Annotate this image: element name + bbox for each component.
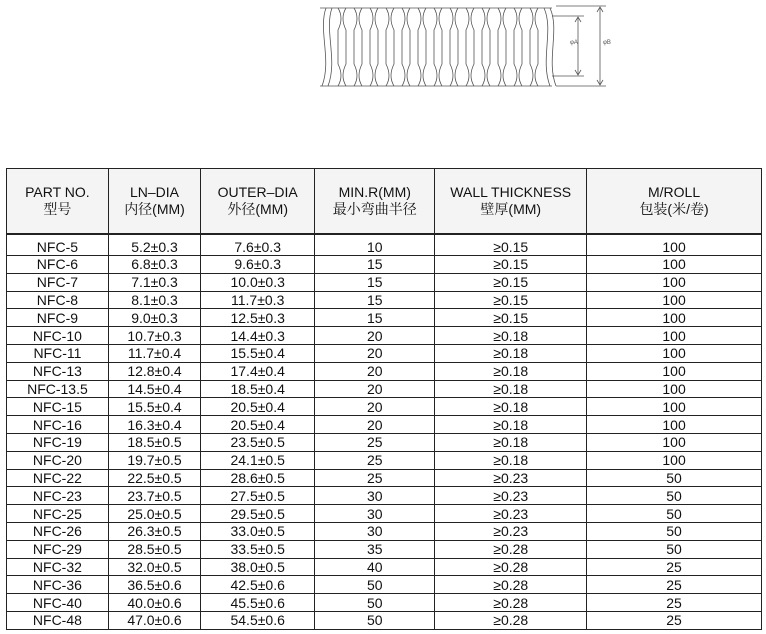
cell-inner-dia: 14.5±0.4 bbox=[108, 380, 200, 398]
header-m-roll: M/ROLL 包装(米/卷) bbox=[587, 169, 762, 235]
cell-inner-dia: 40.0±0.6 bbox=[108, 594, 200, 612]
table-body bbox=[7, 234, 762, 629]
cell-wall-thickness: ≥0.15 bbox=[435, 256, 587, 274]
table-row bbox=[7, 540, 762, 558]
cell-inner-dia: 26.3±0.5 bbox=[108, 522, 200, 540]
table-row bbox=[7, 362, 762, 380]
cell-outer-dia: 9.6±0.3 bbox=[201, 256, 315, 274]
cell-wall-thickness: ≥0.23 bbox=[435, 487, 587, 505]
cell-part-no: NFC-22 bbox=[7, 469, 109, 487]
cell-outer-dia: 23.5±0.5 bbox=[201, 433, 315, 451]
cell-outer-dia: 20.5±0.4 bbox=[201, 416, 315, 434]
cell-min-radius: 25 bbox=[315, 433, 435, 451]
cell-outer-dia: 28.6±0.5 bbox=[201, 469, 315, 487]
table-row bbox=[7, 576, 762, 594]
cell-part-no: NFC-6 bbox=[7, 256, 109, 274]
cell-outer-dia: 38.0±0.5 bbox=[201, 558, 315, 576]
cell-m-roll: 25 bbox=[587, 611, 762, 629]
cell-m-roll: 25 bbox=[587, 558, 762, 576]
corrugated-tube-drawing bbox=[316, 0, 616, 96]
cell-inner-dia: 47.0±0.6 bbox=[108, 611, 200, 629]
cell-part-no: NFC-13 bbox=[7, 362, 109, 380]
cell-min-radius: 35 bbox=[315, 540, 435, 558]
cell-inner-dia: 23.7±0.5 bbox=[108, 487, 200, 505]
cell-part-no: NFC-10 bbox=[7, 327, 109, 345]
table-row bbox=[7, 487, 762, 505]
cell-inner-dia: 32.0±0.5 bbox=[108, 558, 200, 576]
table-row bbox=[7, 451, 762, 469]
cell-min-radius: 20 bbox=[315, 416, 435, 434]
cell-outer-dia: 17.4±0.4 bbox=[201, 362, 315, 380]
cell-m-roll: 100 bbox=[587, 291, 762, 309]
cell-m-roll: 100 bbox=[587, 273, 762, 291]
cell-outer-dia: 18.5±0.4 bbox=[201, 380, 315, 398]
cell-m-roll: 50 bbox=[587, 487, 762, 505]
cell-wall-thickness: ≥0.18 bbox=[435, 362, 587, 380]
cell-min-radius: 40 bbox=[315, 558, 435, 576]
cell-part-no: NFC-5 bbox=[7, 234, 109, 256]
table-row bbox=[7, 234, 762, 256]
cell-m-roll: 100 bbox=[587, 380, 762, 398]
cell-wall-thickness: ≥0.18 bbox=[435, 344, 587, 362]
cell-m-roll: 50 bbox=[587, 522, 762, 540]
cell-wall-thickness: ≥0.18 bbox=[435, 451, 587, 469]
table-row bbox=[7, 380, 762, 398]
cell-min-radius: 10 bbox=[315, 234, 435, 256]
cell-outer-dia: 27.5±0.5 bbox=[201, 487, 315, 505]
cell-wall-thickness: ≥0.18 bbox=[435, 327, 587, 345]
cell-part-no: NFC-9 bbox=[7, 309, 109, 327]
cell-part-no: NFC-7 bbox=[7, 273, 109, 291]
cell-outer-dia: 10.0±0.3 bbox=[201, 273, 315, 291]
cell-wall-thickness: ≥0.18 bbox=[435, 380, 587, 398]
cell-inner-dia: 11.7±0.4 bbox=[108, 344, 200, 362]
cell-wall-thickness: ≥0.28 bbox=[435, 540, 587, 558]
cell-part-no: NFC-15 bbox=[7, 398, 109, 416]
cell-min-radius: 15 bbox=[315, 273, 435, 291]
cell-wall-thickness: ≥0.18 bbox=[435, 433, 587, 451]
cell-wall-thickness: ≥0.18 bbox=[435, 416, 587, 434]
cell-inner-dia: 36.5±0.6 bbox=[108, 576, 200, 594]
cell-part-no: NFC-32 bbox=[7, 558, 109, 576]
cell-part-no: NFC-23 bbox=[7, 487, 109, 505]
cell-min-radius: 15 bbox=[315, 256, 435, 274]
cell-outer-dia: 14.4±0.3 bbox=[201, 327, 315, 345]
table-row bbox=[7, 398, 762, 416]
cell-inner-dia: 6.8±0.3 bbox=[108, 256, 200, 274]
cell-outer-dia: 54.5±0.6 bbox=[201, 611, 315, 629]
header-row bbox=[7, 169, 762, 235]
cell-m-roll: 100 bbox=[587, 309, 762, 327]
cell-min-radius: 20 bbox=[315, 398, 435, 416]
cell-inner-dia: 12.8±0.4 bbox=[108, 362, 200, 380]
header-inner-dia: LN–DIA 内径(MM) bbox=[108, 169, 200, 235]
table-row bbox=[7, 291, 762, 309]
dim-label-b: φB bbox=[603, 40, 611, 46]
cell-inner-dia: 8.1±0.3 bbox=[108, 291, 200, 309]
table-row bbox=[7, 273, 762, 291]
cell-min-radius: 20 bbox=[315, 344, 435, 362]
cell-m-roll: 100 bbox=[587, 344, 762, 362]
cell-inner-dia: 25.0±0.5 bbox=[108, 505, 200, 523]
cell-part-no: NFC-26 bbox=[7, 522, 109, 540]
cell-outer-dia: 29.5±0.5 bbox=[201, 505, 315, 523]
cell-min-radius: 50 bbox=[315, 611, 435, 629]
table-row bbox=[7, 256, 762, 274]
header-part-no: PART NO. 型号 bbox=[7, 169, 109, 235]
cell-part-no: NFC-40 bbox=[7, 594, 109, 612]
cell-wall-thickness: ≥0.28 bbox=[435, 576, 587, 594]
cell-wall-thickness: ≥0.18 bbox=[435, 398, 587, 416]
cell-wall-thickness: ≥0.28 bbox=[435, 558, 587, 576]
table-row bbox=[7, 594, 762, 612]
cell-part-no: NFC-25 bbox=[7, 505, 109, 523]
cell-min-radius: 20 bbox=[315, 327, 435, 345]
cell-min-radius: 50 bbox=[315, 576, 435, 594]
cell-part-no: NFC-8 bbox=[7, 291, 109, 309]
cell-m-roll: 100 bbox=[587, 256, 762, 274]
cell-part-no: NFC-16 bbox=[7, 416, 109, 434]
cell-wall-thickness: ≥0.23 bbox=[435, 522, 587, 540]
cell-m-roll: 50 bbox=[587, 540, 762, 558]
cell-part-no: NFC-36 bbox=[7, 576, 109, 594]
cell-outer-dia: 33.0±0.5 bbox=[201, 522, 315, 540]
cell-min-radius: 25 bbox=[315, 451, 435, 469]
cell-m-roll: 50 bbox=[587, 469, 762, 487]
cell-outer-dia: 12.5±0.3 bbox=[201, 309, 315, 327]
cell-outer-dia: 7.6±0.3 bbox=[201, 234, 315, 256]
cell-inner-dia: 19.7±0.5 bbox=[108, 451, 200, 469]
cell-wall-thickness: ≥0.15 bbox=[435, 309, 587, 327]
cell-wall-thickness: ≥0.28 bbox=[435, 611, 587, 629]
table-row bbox=[7, 611, 762, 629]
cell-m-roll: 100 bbox=[587, 362, 762, 380]
cell-outer-dia: 20.5±0.4 bbox=[201, 398, 315, 416]
cell-wall-thickness: ≥0.23 bbox=[435, 505, 587, 523]
table-row bbox=[7, 416, 762, 434]
cell-part-no: NFC-20 bbox=[7, 451, 109, 469]
cell-m-roll: 25 bbox=[587, 576, 762, 594]
cell-outer-dia: 24.1±0.5 bbox=[201, 451, 315, 469]
cell-inner-dia: 18.5±0.5 bbox=[108, 433, 200, 451]
cell-m-roll: 50 bbox=[587, 505, 762, 523]
dim-label-a: φA bbox=[570, 40, 578, 46]
table-row bbox=[7, 469, 762, 487]
cell-outer-dia: 15.5±0.4 bbox=[201, 344, 315, 362]
cell-wall-thickness: ≥0.23 bbox=[435, 469, 587, 487]
cell-m-roll: 100 bbox=[587, 398, 762, 416]
cell-m-roll: 100 bbox=[587, 416, 762, 434]
cell-inner-dia: 7.1±0.3 bbox=[108, 273, 200, 291]
cell-part-no: NFC-29 bbox=[7, 540, 109, 558]
header-min-radius: MIN.R(MM) 最小弯曲半径 bbox=[315, 169, 435, 235]
cell-outer-dia: 11.7±0.3 bbox=[201, 291, 315, 309]
header-wall-thickness: WALL THICKNESS 壁厚(MM) bbox=[435, 169, 587, 235]
cell-min-radius: 20 bbox=[315, 362, 435, 380]
cell-m-roll: 100 bbox=[587, 451, 762, 469]
cell-wall-thickness: ≥0.28 bbox=[435, 594, 587, 612]
cell-min-radius: 50 bbox=[315, 594, 435, 612]
table-row bbox=[7, 558, 762, 576]
cell-part-no: NFC-48 bbox=[7, 611, 109, 629]
cell-min-radius: 30 bbox=[315, 522, 435, 540]
cell-min-radius: 25 bbox=[315, 469, 435, 487]
cell-part-no: NFC-11 bbox=[7, 344, 109, 362]
cell-outer-dia: 45.5±0.6 bbox=[201, 594, 315, 612]
cell-inner-dia: 5.2±0.3 bbox=[108, 234, 200, 256]
cell-wall-thickness: ≥0.15 bbox=[435, 234, 587, 256]
cell-outer-dia: 42.5±0.6 bbox=[201, 576, 315, 594]
cell-m-roll: 100 bbox=[587, 327, 762, 345]
cell-inner-dia: 22.5±0.5 bbox=[108, 469, 200, 487]
cell-m-roll: 100 bbox=[587, 433, 762, 451]
spec-table bbox=[6, 168, 762, 630]
header-outer-dia: OUTER–DIA 外径(MM) bbox=[201, 169, 315, 235]
table-row bbox=[7, 344, 762, 362]
cell-inner-dia: 28.5±0.5 bbox=[108, 540, 200, 558]
table-row bbox=[7, 505, 762, 523]
cell-m-roll: 25 bbox=[587, 594, 762, 612]
cell-min-radius: 30 bbox=[315, 505, 435, 523]
cell-wall-thickness: ≥0.15 bbox=[435, 273, 587, 291]
cell-min-radius: 15 bbox=[315, 309, 435, 327]
cell-min-radius: 20 bbox=[315, 380, 435, 398]
cell-part-no: NFC-13.5 bbox=[7, 380, 109, 398]
cell-min-radius: 30 bbox=[315, 487, 435, 505]
cell-inner-dia: 10.7±0.3 bbox=[108, 327, 200, 345]
table-row bbox=[7, 433, 762, 451]
table-row bbox=[7, 327, 762, 345]
cell-outer-dia: 33.5±0.5 bbox=[201, 540, 315, 558]
cell-wall-thickness: ≥0.15 bbox=[435, 291, 587, 309]
cell-inner-dia: 9.0±0.3 bbox=[108, 309, 200, 327]
cell-min-radius: 15 bbox=[315, 291, 435, 309]
table-row bbox=[7, 522, 762, 540]
table-row bbox=[7, 309, 762, 327]
cell-inner-dia: 16.3±0.4 bbox=[108, 416, 200, 434]
cell-m-roll: 100 bbox=[587, 234, 762, 256]
cell-inner-dia: 15.5±0.4 bbox=[108, 398, 200, 416]
cell-part-no: NFC-19 bbox=[7, 433, 109, 451]
